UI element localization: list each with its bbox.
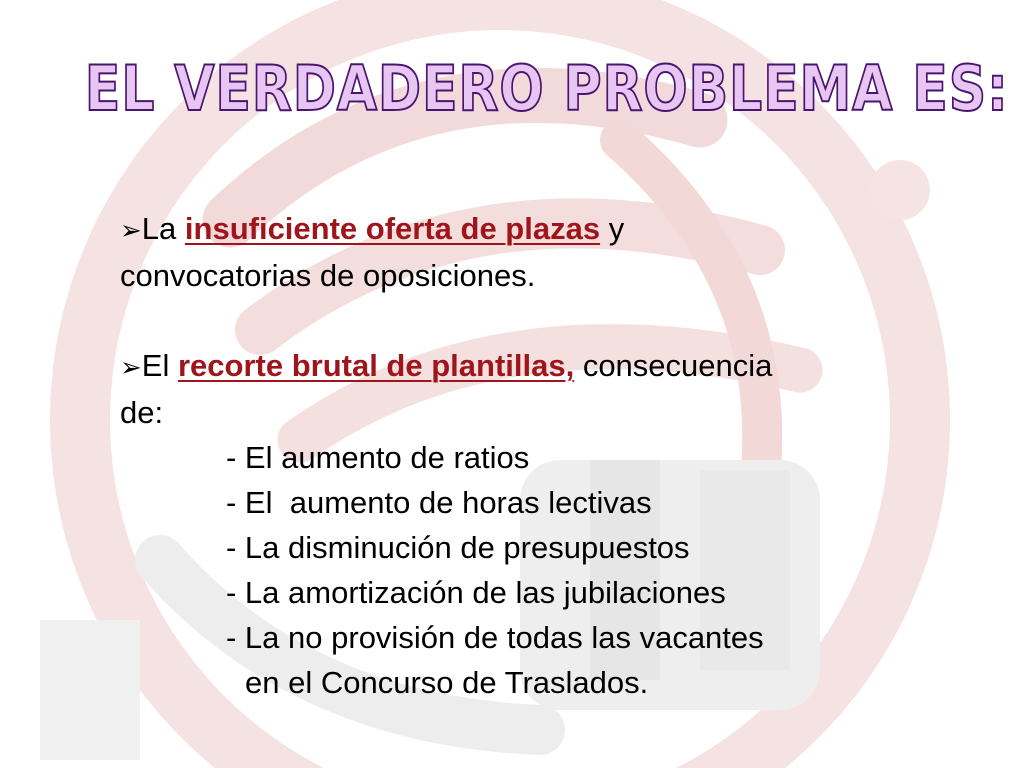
- bullet-2-prefix: El: [141, 348, 178, 383]
- bullet-1-continuation: convocatorias de oposiciones.: [120, 258, 536, 293]
- arrow-bullet-icon: ➢: [120, 352, 142, 382]
- sub-item: - La disminución de presupuestos: [226, 530, 690, 565]
- slide-title: EL VERDADERO PROBLEMA ES:: [84, 52, 1009, 125]
- sub-item: - El aumento de ratios: [226, 440, 530, 475]
- bullet-2-continuation: de:: [120, 395, 164, 430]
- sub-item: - El aumento de horas lectivas: [226, 485, 652, 520]
- bullet-1-highlight: insuficiente oferta de plazas: [184, 211, 601, 246]
- bullet-2-line: [120, 343, 1000, 390]
- bullet-2-suffix: consecuencia: [574, 348, 773, 383]
- bullet-1-suffix: y: [600, 211, 625, 246]
- arrow-bullet-icon: ➢: [120, 215, 142, 245]
- spacer: [120, 298, 1000, 343]
- sub-item-continuation: en el Concurso de Traslados.: [245, 665, 649, 700]
- sub-item: - La amortización de las jubilaciones: [226, 575, 726, 610]
- sub-item: - La no provisión de todas las vacantes: [226, 620, 764, 655]
- bullet-1-line: [120, 206, 1000, 253]
- bullet-1-prefix: La: [141, 211, 185, 246]
- slide-body: [120, 206, 1000, 705]
- bullet-2-highlight: recorte brutal de plantillas,: [177, 348, 575, 383]
